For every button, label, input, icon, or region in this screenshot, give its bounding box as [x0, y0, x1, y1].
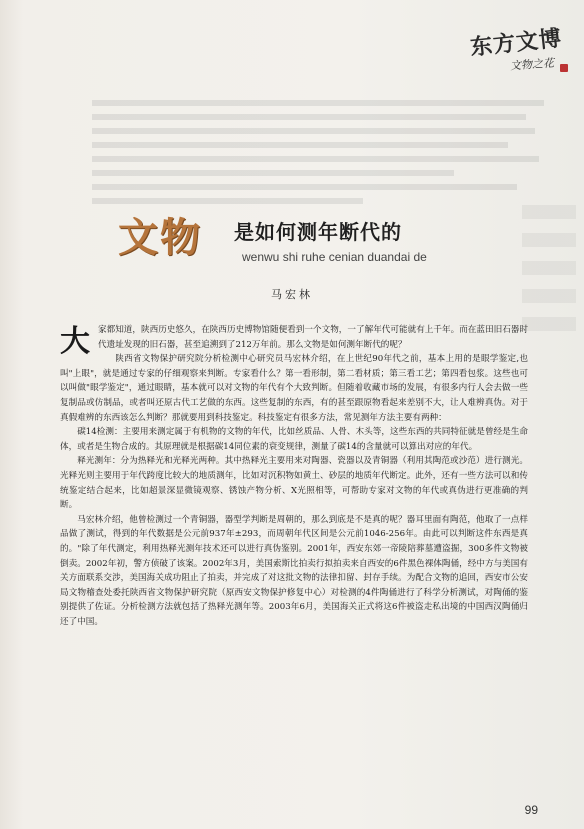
logo-calligraphy: 东方文博 [469, 25, 564, 61]
bleed-through-text [92, 100, 544, 200]
paragraph-5: 马宏林介绍，他曾检测过一个青铜器，器型学判断是周朝的，那么到底是不是真的呢？器耳里面有陶范，他取了一点样品做了测试，得到的年代数据是公元前937年±293，而周朝年代区间是公元前1046-256年。由此可以判断这件东西是真的。"除了年代测定，利用热释光测年技术还可以进行真伪鉴别。2001年，西安东郊一帝陵陪葬墓遭盗掘，300多件文物被倒卖。2002年初，警方侦破了该案。2002年3月，美国索斯比拍卖行拟拍卖来自西安的6件黑色裸体陶俑，经中方与美国有关方面联系交涉，美国海关成功阻止了拍卖，并完成了对这批文物的法律扣留、封存手续。为配合文物的追回，西安市公安局文物稽查处委托陕西省文物保护研究院（原西安文物保护修复中心）对检测的4件陶俑进行了科学分析测试，对陶俑的鉴别提供了佐证。分析检测方法就包括了热释光测年等。2003年6月，美国海关正式将这6件被盗走私出境的中国西汉陶俑归还了中国。 [60, 514, 528, 627]
magazine-logo [442, 26, 562, 86]
paragraph-1 [60, 323, 528, 359]
article-title [118, 206, 498, 268]
bleed-through-title [522, 205, 576, 335]
title-text: 是如何测年断代的 [234, 220, 402, 244]
title-pinyin: wenwu shi ruhe cenian duandai de [242, 250, 427, 264]
paragraph-1-text: 家都知道，陕西历史悠久，在陕西历史博物馆随便看到一个文物，一了解年代可能就有上千年。而在蓝田旧石器时代遗址发现的旧石器，甚至追溯到了212万年前。那么文物是如何测年断代的呢？ [98, 325, 528, 350]
paragraph-3: 碳14检测：主要用来测定属于有机物的文物的年代，比如丝质品、人骨、木头等，这些东西的共同特征就是曾经是生命体，或者是生物合成的。其原理就是根据碳14同位素的衰变规律，测量了碳14的含量就可以算出对应的年代。 [60, 427, 528, 452]
paragraph-2: 陕西省文物保护研究院分析检测中心研究员马宏林介绍，在上世纪90年代之前，基本上用的是眼学鉴定,也叫"上眼"，就是通过专家的仔细观察来判断。专家看什么？第一看形制，第二看材质；第三看工艺；第四看包浆。这些也可以叫做"眼学鉴定"，通过眼睛，基本就可以对文物的年代有个大致判断。但随着收藏市场的发展，有很多内行人会去做一些复制品或仿制品，或者叫还原古代工艺做的东西。这些复制的东西，有的甚至跟原物看起来差别不大，让人难辨真伪。对于真假难辨的东西该怎么判断？那就要用到科技鉴定。科技鉴定有很多方法，常见测年方法主要有两种： [60, 354, 528, 423]
logo-signature: 文物之花 [509, 56, 555, 73]
article-body [60, 323, 528, 629]
author-name: 马宏林 [271, 288, 313, 301]
drop-cap: 大 [60, 324, 90, 359]
title-calligraphy: 文物 [118, 214, 202, 261]
page-number: 99 [524, 803, 538, 817]
seal-stamp-icon [560, 64, 568, 72]
paragraph-4: 释光测年：分为热释光和光释光两种。其中热释光主要用来对陶器、瓷器以及青铜器（利用其陶范或沙范）进行测光。光释光则主要用于年代跨度比较大的地质测年，比如对沉积物如黄土、砂层的地质年代断定。此外，还有一些方法可以和传统鉴定结合起来，比如超景深显微镜观察、锈蚀产物分析、X光照相等，可帮助专家对文物的年代或真伪进行更准确的判断。 [60, 456, 528, 511]
